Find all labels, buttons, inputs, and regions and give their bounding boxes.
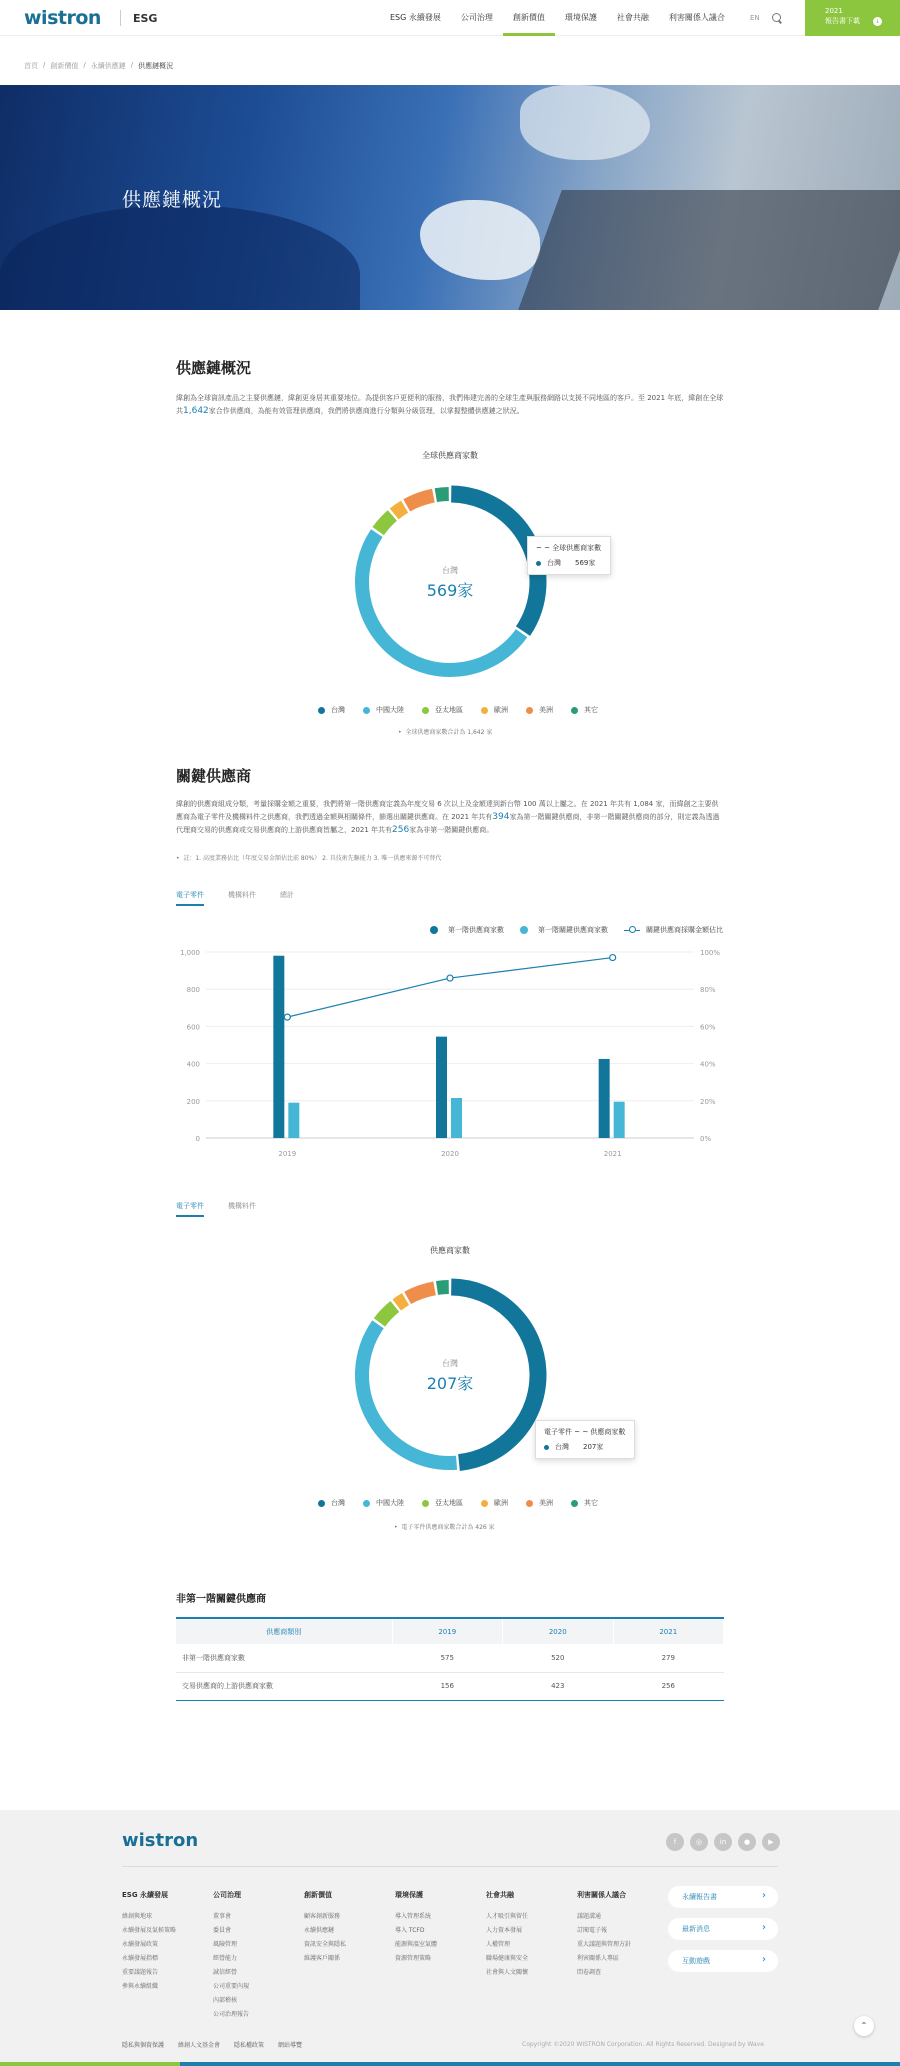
footer-link[interactable]: 導入 TCFD xyxy=(395,1927,425,1934)
bar-chart-legend xyxy=(430,925,739,935)
donut-slice-其它[interactable] xyxy=(436,494,449,495)
donut2-tabs xyxy=(176,1201,280,1217)
key-suppliers-paragraph xyxy=(176,798,724,837)
legend-label: 關鍵供應商採購金額佔比 xyxy=(646,926,723,934)
overview-text-a: 緯創為全球資訊產品之主要供應鏈，緯創更身居其重要地位。為提供客戶更便利的服務，我們佈建完善的全球生產與服務網路以支援不同地區的客戶。至 2021 年底，緯創在全球共 xyxy=(176,394,724,415)
footer-link[interactable]: 資源管理策略 xyxy=(395,1955,432,1962)
table-cell: 423 xyxy=(503,1672,614,1700)
wistron-logo[interactable]: wistron xyxy=(24,7,101,29)
footer-link[interactable]: 問卷調查 xyxy=(577,1969,602,1976)
footer-link[interactable]: 誠信經營 xyxy=(213,1969,238,1976)
donut2-tooltip-title: 電子零件 ~ ~ 供應商家數 xyxy=(544,1428,626,1436)
legend-item-americas[interactable] xyxy=(526,1498,553,1508)
key-highlight-394: 394 xyxy=(492,812,510,822)
table-cell: 279 xyxy=(613,1644,724,1672)
breadcrumb: 首頁 / 創新價值 / 永續供應鏈 / 供應鏈概況 xyxy=(24,61,174,70)
button-label: 永續報告書 xyxy=(682,1893,717,1901)
y-tick-label: 1,000 xyxy=(179,949,200,957)
non-tier1-table xyxy=(176,1617,724,1701)
legend-label: 其它 xyxy=(584,1499,598,1507)
button-label: 最新消息 xyxy=(682,1925,710,1933)
instagram-icon[interactable]: ◎ xyxy=(690,1833,708,1851)
download-icon: ↓ xyxy=(874,18,881,25)
legend-label: 台灣 xyxy=(331,1499,345,1507)
nav-item-environment[interactable]: 環境保護 xyxy=(564,13,597,22)
legend-label: 歐洲 xyxy=(494,1499,508,1507)
breadcrumb-innovation[interactable]: 創新價值 xyxy=(50,62,79,70)
y2-tick-label: 60% xyxy=(700,1023,716,1032)
legend-label: 中國大陸 xyxy=(376,706,404,714)
footer-link[interactable]: 利害關係人專區 xyxy=(577,1955,620,1962)
donut1-tooltip-label: 台灣 xyxy=(547,559,561,567)
banner-photo-sleeve xyxy=(0,205,360,310)
legend-item-americas[interactable] xyxy=(526,705,553,715)
table-cell: 156 xyxy=(392,1672,503,1700)
footer-link[interactable]: 職場健康與安全 xyxy=(486,1955,529,1962)
footer-link[interactable]: 公司治理報告 xyxy=(213,2011,250,2018)
table-header: 供應商類別 xyxy=(176,1618,392,1644)
donut2-tooltip-value: 207家 xyxy=(583,1443,604,1451)
donut2-title: 供應商家數 xyxy=(430,1246,470,1255)
footer-link[interactable]: 風險管理 xyxy=(213,1941,238,1948)
footer-link[interactable]: 重大議題與管理方針 xyxy=(577,1941,632,1948)
y-tick-label: 600 xyxy=(186,1023,200,1032)
footer-col-esg xyxy=(122,1890,176,1994)
donut1-title: 全球供應商家數 xyxy=(422,451,478,460)
youtube-icon[interactable]: ▶ xyxy=(762,1833,780,1851)
legend-label: 亞太地區 xyxy=(435,1499,463,1507)
footer-col-governance xyxy=(213,1890,249,2022)
chevron-right-icon: › xyxy=(762,1890,766,1901)
footer-link[interactable]: 委員會 xyxy=(213,1927,232,1934)
sustainability-report-button[interactable] xyxy=(668,1886,778,1908)
bar-tier1-2020[interactable] xyxy=(436,1037,447,1138)
legend-label: 美洲 xyxy=(539,706,553,714)
logo-divider xyxy=(120,10,121,26)
legend-swatch xyxy=(430,926,438,934)
footer-col-society xyxy=(486,1890,528,1980)
nav-item-governance[interactable]: 公司治理 xyxy=(460,13,493,22)
legend-line-marker xyxy=(624,930,640,931)
donut1-tooltip-value: 569家 xyxy=(575,559,596,567)
footer-col-innovation xyxy=(304,1890,346,1966)
footer-link[interactable]: 資訊安全與隱私 xyxy=(304,1941,347,1948)
bar-tier1-key-2021[interactable] xyxy=(614,1102,625,1138)
footer-bottom-links xyxy=(122,2040,302,2049)
nav-item-innovation[interactable]: 創新價值 xyxy=(503,0,555,36)
donut1-note: • 全球供應商家數合計為 1,642 家 xyxy=(398,729,493,736)
x-tick-label: 2021 xyxy=(603,1150,622,1158)
line-point-2019[interactable] xyxy=(284,1014,290,1020)
key-footnote-text: 註：1. 高度業務佔比（年度交易金額佔比前 80%） 2. 具技術先驅能力 3. 唯一供應來源不可替代 xyxy=(183,855,442,862)
search-icon[interactable] xyxy=(772,13,781,22)
table-row xyxy=(176,1672,724,1700)
donut-slice-亞太地區[interactable] xyxy=(379,1306,394,1322)
footer-link[interactable]: 永續發展及氣候策略 xyxy=(122,1927,177,1934)
supplier-bar-chart[interactable] xyxy=(176,940,724,1165)
tab-total[interactable]: 總計 xyxy=(280,891,294,899)
donut2-center-label: 台灣 xyxy=(442,1359,458,1368)
table-title: 非第一階關鍵供應商 xyxy=(176,1594,266,1605)
breadcrumb-current: 供應鏈概況 xyxy=(138,62,174,70)
esg-label[interactable]: ESG xyxy=(133,12,158,25)
legend-item-europe[interactable] xyxy=(481,705,508,715)
interactive-game-button[interactable] xyxy=(668,1950,778,1972)
table-cell: 520 xyxy=(503,1644,614,1672)
legend-swatch xyxy=(363,707,370,714)
overview-paragraph xyxy=(176,392,724,418)
main-nav xyxy=(380,0,735,36)
footer-link[interactable]: 內部稽核 xyxy=(213,1997,238,2004)
legend-swatch xyxy=(571,1500,578,1507)
key-suppliers-title: 關鍵供應商 xyxy=(176,767,252,785)
footer-link[interactable]: 人才吸引與留任 xyxy=(486,1913,529,1920)
donut-slice-美洲[interactable] xyxy=(407,496,434,506)
table-cell: 非第一階供應商家數 xyxy=(176,1644,392,1672)
footer-bottom-link[interactable]: 緯創人文基金會 xyxy=(178,2042,221,2049)
donut1-center xyxy=(400,565,500,601)
footer-logo[interactable]: wistron xyxy=(122,1830,199,1851)
legend-item-other[interactable] xyxy=(571,705,598,715)
x-tick-label: 2020 xyxy=(441,1150,459,1158)
footer-col-stakeholders xyxy=(577,1890,631,1980)
footer-link[interactable]: 能源與溫室氣體 xyxy=(395,1941,438,1948)
donut1-legend xyxy=(318,705,616,715)
legend-swatch xyxy=(318,1500,325,1507)
legend-item-apac[interactable] xyxy=(422,705,463,715)
table-header: 2021 xyxy=(613,1618,724,1644)
legend-label: 美洲 xyxy=(539,1499,553,1507)
chevron-right-icon: › xyxy=(762,1922,766,1933)
linkedin-icon[interactable]: in xyxy=(714,1833,732,1851)
nav-item-stakeholders[interactable]: 利害關係人議合 xyxy=(668,13,725,22)
legend-label: 台灣 xyxy=(331,706,345,714)
donut2-note-text: 電子零件供應商家數合計為 426 家 xyxy=(401,1524,495,1531)
key-text-b: 家為第一階關鍵供應商，非第一階關鍵供應商的部分，則定義為透過代理商交易的供應商或交易供應商的上游供應商皆屬之，2021 年共有 xyxy=(176,813,720,834)
y-tick-label: 0 xyxy=(195,1135,200,1143)
donut2-center xyxy=(400,1358,500,1394)
footer-link[interactable]: 訂閱電子報 xyxy=(577,1927,608,1934)
back-to-top-button[interactable]: ⌃ xyxy=(854,2016,874,2036)
donut-slice-其它[interactable] xyxy=(437,1287,449,1288)
footer-link[interactable]: 人力資本發展 xyxy=(486,1927,523,1934)
legend-label: 第一階關鍵供應商家數 xyxy=(538,926,608,934)
overview-title: 供應鏈概況 xyxy=(176,359,252,377)
table-header: 2020 xyxy=(503,1618,614,1644)
donut-slice-中國大陸[interactable] xyxy=(362,533,522,670)
footer-col-heading[interactable]: ESG 永續發展 xyxy=(122,1891,169,1899)
legend-swatch xyxy=(520,926,528,934)
banner-photo-glove xyxy=(420,200,540,280)
table-cell: 交易供應商的上游供應商家數 xyxy=(176,1672,392,1700)
legend-swatch xyxy=(422,1500,429,1507)
tab2-electronic-parts[interactable]: 電子零件 xyxy=(176,1201,204,1217)
donut2-center-value: 207家 xyxy=(426,1374,474,1393)
nav-item-society[interactable]: 社會共融 xyxy=(616,13,649,22)
donut2-note: • 電子零件供應商家數合計為 426 家 xyxy=(394,1524,495,1531)
table-header: 2019 xyxy=(392,1618,503,1644)
donut2-legend xyxy=(318,1498,616,1508)
bar-tier1-2021[interactable] xyxy=(599,1059,610,1138)
footer-col-heading[interactable]: 社會共融 xyxy=(486,1891,514,1899)
footer-link[interactable]: 重要議題報告 xyxy=(122,1969,159,1976)
table-row xyxy=(176,1644,724,1672)
footer-col-heading[interactable]: 創新價值 xyxy=(304,1891,332,1899)
button-label: 互動遊戲 xyxy=(682,1957,710,1965)
banner-photo-highlight xyxy=(520,85,650,160)
nav-item-esg[interactable]: ESG 永續發展 xyxy=(390,13,441,22)
legend-item-china[interactable] xyxy=(363,1498,404,1508)
footer-link[interactable]: 導入管理系統 xyxy=(395,1913,432,1920)
legend-swatch xyxy=(526,1500,533,1507)
supplier-total-highlight: 1,642 xyxy=(183,406,209,416)
donut-slice-台灣[interactable] xyxy=(451,494,538,631)
footer-link[interactable]: 社會與人文關懷 xyxy=(486,1969,529,1976)
bar-tier1-key-2019[interactable] xyxy=(288,1103,299,1138)
y-tick-label: 800 xyxy=(186,986,200,995)
y2-tick-label: 0% xyxy=(700,1135,712,1143)
footer-link[interactable]: 顧客創新服務 xyxy=(304,1913,341,1920)
latest-news-button[interactable] xyxy=(668,1918,778,1940)
legend-swatch xyxy=(318,707,325,714)
bar-tier1-2019[interactable] xyxy=(273,956,284,1138)
y2-tick-label: 20% xyxy=(700,1097,716,1106)
tab2-mechanical-parts[interactable]: 機構料件 xyxy=(228,1202,256,1210)
tab-mechanical-parts[interactable]: 機構料件 xyxy=(228,891,256,899)
table-header-row xyxy=(176,1618,724,1644)
legend-label: 歐洲 xyxy=(494,706,508,714)
bar-legend-tier1-key[interactable] xyxy=(520,925,608,935)
footer-link[interactable]: 永續發展政策 xyxy=(122,1941,159,1948)
y-tick-label: 400 xyxy=(186,1060,200,1069)
footer-col-heading[interactable]: 環境保護 xyxy=(395,1891,423,1899)
key-footnote: • 註：1. 高度業務佔比（年度交易金額佔比前 80%） 2. 具技術先驅能力 3. 唯一供應來源不可替代 xyxy=(176,855,442,862)
report-download-button[interactable] xyxy=(805,0,900,36)
report-year: 2021 xyxy=(825,7,843,15)
donut1-tooltip xyxy=(527,536,611,575)
donut1-tooltip-title: ~ ~ 全球供應商家數 xyxy=(536,544,602,552)
legend-swatch xyxy=(526,707,533,714)
site-footer xyxy=(0,1810,900,2066)
line-point-2020[interactable] xyxy=(447,975,453,981)
legend-item-taiwan[interactable] xyxy=(318,1498,345,1508)
key-text-a: 緯創的供應商組成分類，考量採購金額之重要，我們將第一階供應商定義為年度交易 6 次以上及金額達到新台幣 100 萬以上屬之。在 2021 年共有 1,084 家，而緯創之主要供應商為電子零件及機構料件之供應商，我們透過金額與相關條件，篩選出關鍵供應商。在 2021 年共有 xyxy=(176,800,719,821)
site-header xyxy=(0,0,900,36)
legend-label: 其它 xyxy=(584,706,598,714)
y-tick-label: 200 xyxy=(186,1097,200,1106)
breadcrumb-home[interactable]: 首頁 xyxy=(24,62,38,70)
legend-item-china[interactable] xyxy=(363,705,404,715)
footer-link[interactable]: 維護客戶關係 xyxy=(304,1955,341,1962)
footer-col-environment xyxy=(395,1890,437,1966)
tooltip-dot xyxy=(544,1445,549,1450)
donut-slice-歐洲[interactable] xyxy=(397,1299,406,1305)
footer-link[interactable]: 經營能力 xyxy=(213,1955,238,1962)
bar-tier1-key-2020[interactable] xyxy=(451,1098,462,1138)
footer-link[interactable]: 永續發展指標 xyxy=(122,1955,159,1962)
tab-electronic-parts[interactable]: 電子零件 xyxy=(176,890,204,906)
donut1-note-text: 全球供應商家數合計為 1,642 家 xyxy=(405,729,493,736)
footer-col-heading[interactable]: 公司治理 xyxy=(213,1891,241,1899)
donut2-tooltip xyxy=(535,1420,635,1459)
banner-photo-board xyxy=(518,190,900,310)
donut-slice-亞太地區[interactable] xyxy=(378,516,392,532)
legend-label: 第一階供應商家數 xyxy=(448,926,504,934)
y2-tick-label: 40% xyxy=(700,1060,716,1069)
chart-tabs xyxy=(176,890,318,906)
donut1-center-label: 台灣 xyxy=(442,566,458,575)
table-cell: 575 xyxy=(392,1644,503,1672)
donut-slice-美洲[interactable] xyxy=(408,1288,435,1298)
footer-bottom-link[interactable]: 隱私權政策 xyxy=(234,2042,265,2049)
legend-item-taiwan[interactable] xyxy=(318,705,345,715)
overview-text-b: 家合作供應商，為能有效管理供應商，我們將供應商進行分類與分級管理，以掌握整體供應鏈之狀況。 xyxy=(208,407,524,415)
key-highlight-256: 256 xyxy=(392,825,410,835)
line-point-2021[interactable] xyxy=(610,955,616,961)
language-switch[interactable]: EN xyxy=(750,14,760,22)
footer-divider xyxy=(122,1866,778,1867)
footer-link[interactable]: 公司重要內規 xyxy=(213,1983,250,1990)
legend-item-apac[interactable] xyxy=(422,1498,463,1508)
donut1-center-value: 569家 xyxy=(426,581,474,600)
legend-item-europe[interactable] xyxy=(481,1498,508,1508)
x-tick-label: 2019 xyxy=(278,1150,297,1158)
y2-tick-label: 100% xyxy=(700,949,721,957)
footer-link[interactable]: 永續供應鏈 xyxy=(304,1927,335,1934)
footer-link[interactable]: 議題溝通 xyxy=(577,1913,602,1920)
footer-link[interactable]: 緯創與地球 xyxy=(122,1913,153,1920)
key-text-c: 家為非第一階關鍵供應商。 xyxy=(409,826,494,834)
chevron-right-icon: › xyxy=(762,1954,766,1965)
copyright: Copyright ©2020 WISTRON Corporation. All Rights Reserved. Designed by Wave xyxy=(522,2041,764,2048)
bar-legend-ratio[interactable] xyxy=(624,925,723,935)
legend-swatch xyxy=(363,1500,370,1507)
bar-legend-tier1[interactable] xyxy=(430,925,504,935)
footer-bottom-link[interactable]: 網站導覽 xyxy=(278,2042,303,2049)
y2-tick-label: 80% xyxy=(700,986,716,995)
chat-icon[interactable]: ● xyxy=(738,1833,756,1851)
banner-title: 供應鏈概況 xyxy=(122,189,223,211)
footer-col-heading[interactable]: 利害關係人議合 xyxy=(577,1891,626,1899)
legend-swatch xyxy=(481,1500,488,1507)
footer-color-bar xyxy=(0,2062,900,2066)
hero-banner xyxy=(0,85,900,310)
legend-swatch xyxy=(481,707,488,714)
breadcrumb-supply-chain[interactable]: 永續供應鏈 xyxy=(90,62,126,70)
donut-slice-歐洲[interactable] xyxy=(394,507,404,514)
table-cell: 256 xyxy=(613,1672,724,1700)
footer-link[interactable]: 人權管理 xyxy=(486,1941,511,1948)
report-label: 報告書下載 xyxy=(825,17,860,25)
legend-swatch xyxy=(422,707,429,714)
donut2-tooltip-label: 台灣 xyxy=(555,1443,569,1451)
social-links xyxy=(666,1833,786,1851)
legend-label: 中國大陸 xyxy=(376,1499,404,1507)
tooltip-dot xyxy=(536,561,541,566)
footer-link[interactable]: 董事會 xyxy=(213,1913,232,1920)
legend-swatch xyxy=(571,707,578,714)
line-procurement-ratio xyxy=(287,958,612,1018)
legend-label: 亞太地區 xyxy=(435,706,463,714)
facebook-icon[interactable]: f xyxy=(666,1833,684,1851)
footer-bottom-link[interactable]: 隱私與個資保護 xyxy=(122,2042,165,2049)
legend-item-other[interactable] xyxy=(571,1498,598,1508)
footer-link[interactable]: 參與永續組織 xyxy=(122,1983,159,1990)
